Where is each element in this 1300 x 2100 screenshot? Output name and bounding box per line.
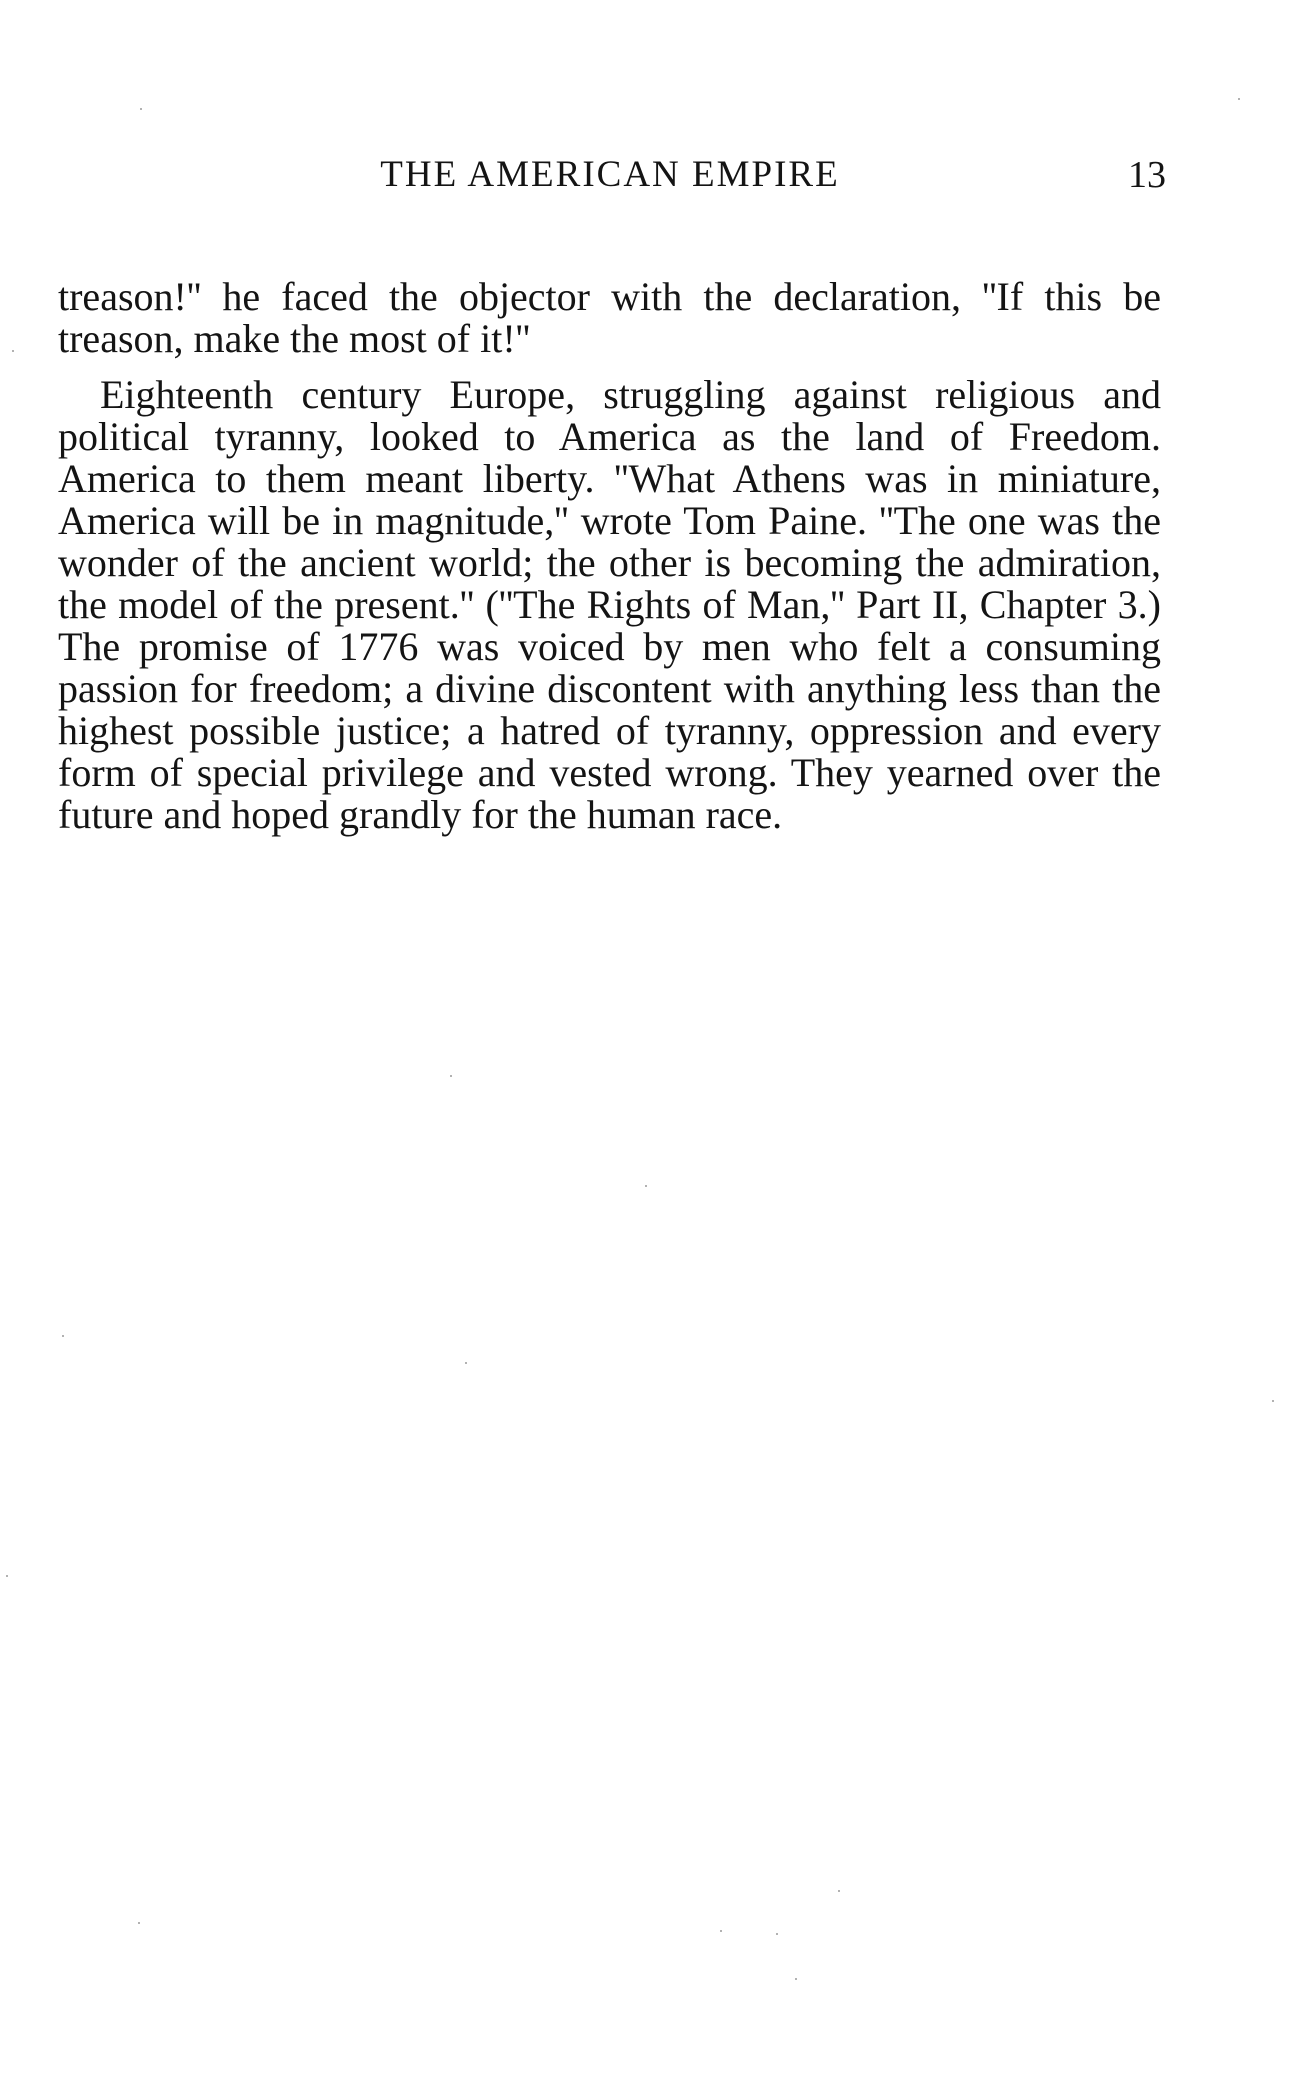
- print-speck: [776, 1933, 778, 1935]
- body-text: [58, 276, 1161, 836]
- print-speck: [6, 1575, 8, 1577]
- print-speck: [1272, 1400, 1274, 1402]
- print-speck: [1238, 98, 1240, 100]
- print-speck: [838, 1890, 840, 1892]
- print-speck: [138, 1922, 140, 1924]
- running-title: THE AMERICAN EMPIRE: [380, 154, 840, 195]
- print-speck: [645, 1185, 647, 1187]
- print-speck: [62, 1335, 64, 1337]
- print-speck: [465, 1362, 467, 1364]
- print-speck: [795, 1978, 797, 1980]
- running-head: [60, 150, 1166, 200]
- print-speck: [720, 1930, 722, 1932]
- print-speck: [450, 1075, 452, 1077]
- print-speck: [140, 108, 142, 110]
- print-speck: [12, 350, 14, 352]
- page-number: 13: [1128, 154, 1166, 196]
- paragraph: Eighteenth century Europe, struggling against religious and political tyranny, looked to America as the land of Freedom. America to them meant liberty. ''What Athens was in miniature, America will be in magnitude,'' wrote Tom Paine. ''The one was the wonder of the ancient world; the other is becoming the admiration, the model of the present.'' (''The Rights of Man,'' Part II, Chapter 3.) The promise of 1776 was voiced by men who felt a consuming passion for freedom; a divine discontent with anything less than the highest possible justice; a hatred of tyranny, oppression and every form of special privilege and vested wrong. They yearned over the future and hoped grandly for the human race.: [58, 372, 1161, 837]
- paragraph: treason!'' he faced the objector with the declaration, ''If this be treason, make the most of it!'': [58, 274, 1161, 361]
